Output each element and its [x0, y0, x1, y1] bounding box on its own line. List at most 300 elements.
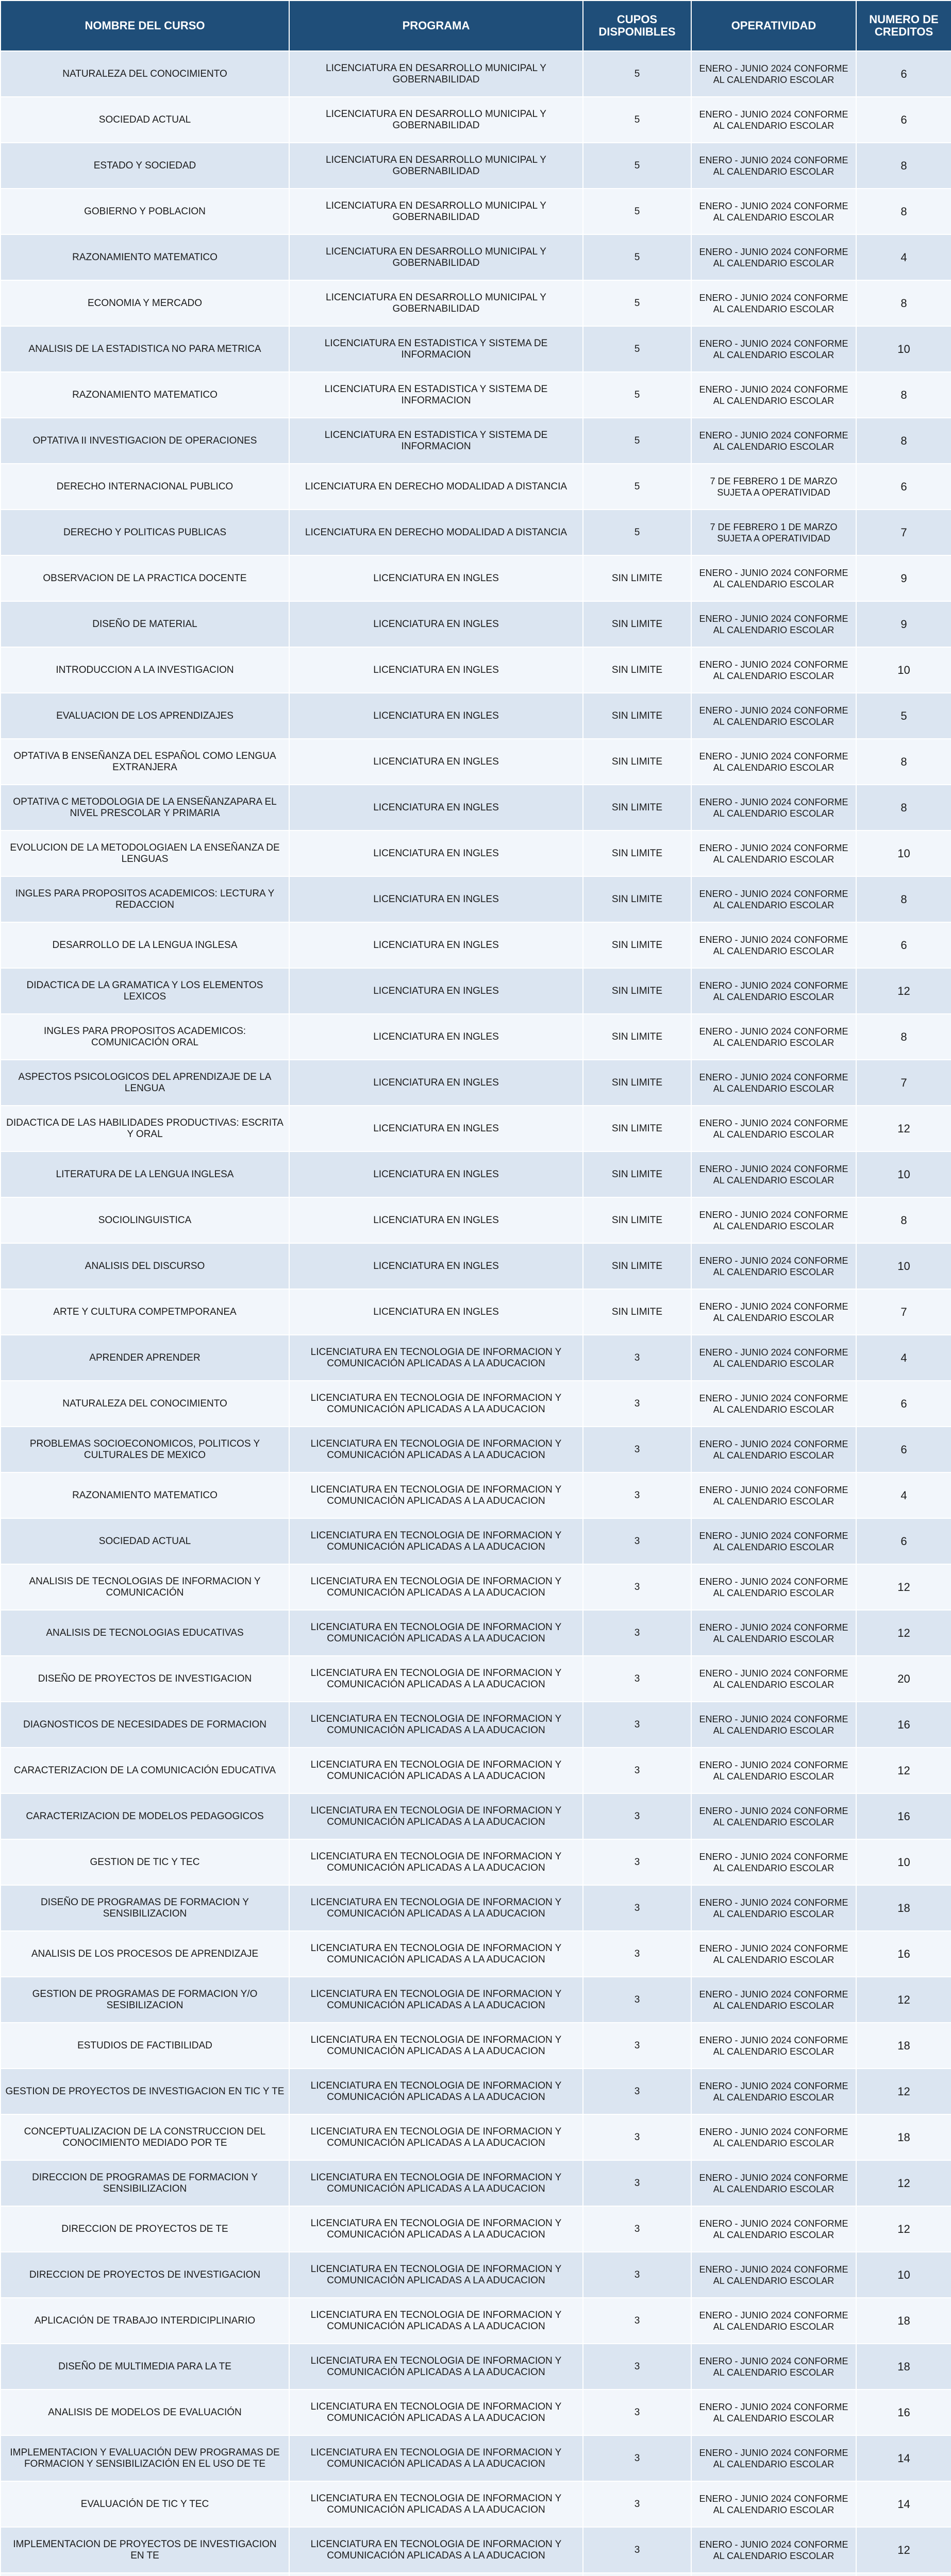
table-row [1, 234, 951, 280]
course-name-cell: OPTATIVA II INVESTIGACION DE OPERACIONES [1, 418, 289, 464]
table-row [1, 418, 951, 464]
table-row [1, 1839, 951, 1885]
operativity-cell: ENERO - JUNIO 2024 CONFORME AL CALENDARIO ESCOLAR [691, 2389, 856, 2435]
operativity-cell: ENERO - JUNIO 2024 CONFORME AL CALENDARIO ESCOLAR [691, 1151, 856, 1197]
program-cell: LICENCIATURA EN TECNOLOGIA DE INFORMACION Y COMUNICACIÓN APLICADAS A LA ADUCACION [289, 1931, 583, 1977]
seats-cell: SIN LIMITE [583, 876, 691, 922]
table-row [1, 693, 951, 739]
credits-cell: 12 [856, 1977, 951, 2023]
operativity-cell: ENERO - JUNIO 2024 CONFORME AL CALENDARIO ESCOLAR [691, 1197, 856, 1243]
course-name-cell: EVALUACION DE LOS APRENDIZAJES [1, 693, 289, 739]
program-cell: LICENCIATURA EN TECNOLOGIA DE INFORMACION Y COMUNICACIÓN APLICADAS A LA ADUCACION [289, 2344, 583, 2389]
seats-cell: 3 [583, 2298, 691, 2344]
course-name-cell: LITERATURA DE LA LENGUA INGLESA [1, 1151, 289, 1197]
credits-cell: 8 [856, 785, 951, 831]
seats-cell: 5 [583, 464, 691, 510]
table-row [1, 876, 951, 922]
operativity-cell: ENERO - JUNIO 2024 CONFORME AL CALENDARIO ESCOLAR [691, 831, 856, 876]
operativity-cell: ENERO - JUNIO 2024 CONFORME AL CALENDARIO ESCOLAR [691, 1427, 856, 1472]
header-operativity: OPERATIVIDAD [691, 1, 856, 51]
operativity-cell: ENERO - JUNIO 2024 CONFORME AL CALENDARIO ESCOLAR [691, 2023, 856, 2069]
operativity-cell: ENERO - JUNIO 2024 CONFORME AL CALENDARIO ESCOLAR [691, 2298, 856, 2344]
operativity-cell: ENERO - JUNIO 2024 CONFORME AL CALENDARIO ESCOLAR [691, 1289, 856, 1335]
seats-cell: SIN LIMITE [583, 1289, 691, 1335]
table-row [1, 189, 951, 234]
program-cell: LICENCIATURA EN ESTADISTICA Y SISTEMA DE INFORMACION [289, 372, 583, 418]
seats-cell: SIN LIMITE [583, 1151, 691, 1197]
credits-cell: 14 [856, 2481, 951, 2527]
operativity-cell [691, 2573, 856, 2576]
program-cell: LICENCIATURA EN INGLES [289, 1289, 583, 1335]
table-row [1, 1564, 951, 1610]
course-name-cell: NATURALEZA DEL CONOCIMIENTO [1, 51, 289, 97]
seats-cell: 5 [583, 97, 691, 143]
program-cell: LICENCIATURA EN TECNOLOGIA DE INFORMACION Y COMUNICACIÓN APLICADAS A LA ADUCACION [289, 2069, 583, 2114]
course-name-cell: DISEÑO DE PROYECTOS DE INVESTIGACION [1, 1656, 289, 1702]
operativity-cell: ENERO - JUNIO 2024 CONFORME AL CALENDARIO ESCOLAR [691, 326, 856, 372]
course-name-cell: DESARROLLO DE LA LENGUA INGLESA [1, 922, 289, 968]
table-row [1, 280, 951, 326]
credits-cell: 7 [856, 1060, 951, 1106]
seats-cell: 3 [583, 1702, 691, 1748]
seats-cell: SIN LIMITE [583, 1014, 691, 1060]
program-cell: LICENCIATURA EN TECNOLOGIA DE INFORMACION Y COMUNICACIÓN APLICADAS A LA ADUCACION [289, 1839, 583, 1885]
table-row [1, 510, 951, 555]
operativity-cell: ENERO - JUNIO 2024 CONFORME AL CALENDARIO ESCOLAR [691, 2114, 856, 2160]
seats-cell [583, 2573, 691, 2576]
credits-cell: 4 [856, 234, 951, 280]
program-cell: LICENCIATURA EN INGLES [289, 1060, 583, 1106]
table-row [1, 1289, 951, 1335]
program-cell: LICENCIATURA EN INGLES [289, 922, 583, 968]
course-name-cell: ANALISIS DE TECNOLOGIAS DE INFORMACION Y COMUNICACIÓN [1, 1564, 289, 1610]
seats-cell: 5 [583, 510, 691, 555]
course-name-cell: ECONOMIA Y MERCADO [1, 280, 289, 326]
credits-cell: 16 [856, 1793, 951, 1839]
seats-cell: 3 [583, 2389, 691, 2435]
course-name-cell: CONCEPTUALIZACION DE LA CONSTRUCCION DEL CONOCIMIENTO MEDIADO POR TE [1, 2114, 289, 2160]
seats-cell: SIN LIMITE [583, 1060, 691, 1106]
table-row [1, 2114, 951, 2160]
table-row [1, 2344, 951, 2389]
seats-cell: SIN LIMITE [583, 693, 691, 739]
seats-cell: 5 [583, 280, 691, 326]
table-row [1, 2573, 951, 2576]
credits-cell: 10 [856, 326, 951, 372]
header-row [1, 1, 951, 51]
table-body [1, 51, 951, 2576]
seats-cell: 3 [583, 1610, 691, 1656]
table-row [1, 2389, 951, 2435]
credits-cell: 16 [856, 1702, 951, 1748]
program-cell: LICENCIATURA EN INGLES [289, 876, 583, 922]
course-name-cell: ESTADO Y SOCIEDAD [1, 143, 289, 189]
table-row [1, 2435, 951, 2481]
table-row [1, 1335, 951, 1381]
course-name-cell: EVALUACIÓN DE TIC Y TEC [1, 2481, 289, 2527]
operativity-cell: ENERO - JUNIO 2024 CONFORME AL CALENDARIO ESCOLAR [691, 785, 856, 831]
operativity-cell: ENERO - JUNIO 2024 CONFORME AL CALENDARIO ESCOLAR [691, 1564, 856, 1610]
table-row [1, 1518, 951, 1564]
credits-cell: 16 [856, 1931, 951, 1977]
credits-cell: 8 [856, 418, 951, 464]
seats-cell: 5 [583, 143, 691, 189]
seats-cell: 3 [583, 2344, 691, 2389]
course-name-cell: ASPECTOS PSICOLOGICOS DEL APRENDIZAJE DE LA LENGUA [1, 1060, 289, 1106]
table-row [1, 2298, 951, 2344]
credits-cell: 8 [856, 739, 951, 785]
course-name-cell: RAZONAMIENTO MATEMATICO [1, 234, 289, 280]
program-cell: LICENCIATURA EN DESARROLLO MUNICIPAL Y GOBERNABILIDAD [289, 234, 583, 280]
course-name-cell: DERECHO Y POLITICAS PUBLICAS [1, 510, 289, 555]
table-row [1, 372, 951, 418]
table-row [1, 326, 951, 372]
program-cell: LICENCIATURA EN TECNOLOGIA DE INFORMACION Y COMUNICACIÓN APLICADAS A LA ADUCACION [289, 1748, 583, 1793]
course-name-cell: APRENDER APRENDER [1, 1335, 289, 1381]
program-cell: LICENCIATURA EN DERECHO MODALIDAD A DISTANCIA [289, 510, 583, 555]
operativity-cell: ENERO - JUNIO 2024 CONFORME AL CALENDARIO ESCOLAR [691, 555, 856, 601]
program-cell: LICENCIATURA EN ESTADISTICA Y SISTEMA DE INFORMACION [289, 418, 583, 464]
credits-cell: 16 [856, 2389, 951, 2435]
header-credits: NUMERO DE CREDITOS [856, 1, 951, 51]
operativity-cell: ENERO - JUNIO 2024 CONFORME AL CALENDARIO ESCOLAR [691, 372, 856, 418]
operativity-cell: ENERO - JUNIO 2024 CONFORME AL CALENDARIO ESCOLAR [691, 1335, 856, 1381]
course-name-cell: INGLES PARA PROPOSITOS ACADEMICOS: COMUNICACIÓN ORAL [1, 1014, 289, 1060]
table-row [1, 2160, 951, 2206]
program-cell: LICENCIATURA EN DESARROLLO MUNICIPAL Y GOBERNABILIDAD [289, 189, 583, 234]
course-name-cell: DIRECCION DE PROYECTOS DE TE [1, 2206, 289, 2252]
operativity-cell: ENERO - JUNIO 2024 CONFORME AL CALENDARIO ESCOLAR [691, 234, 856, 280]
program-cell: LICENCIATURA EN DESARROLLO MUNICIPAL Y GOBERNABILIDAD [289, 51, 583, 97]
credits-cell: 8 [856, 143, 951, 189]
program-cell: LICENCIATURA EN TECNOLOGIA DE INFORMACION Y COMUNICACIÓN APLICADAS A LA ADUCACION [289, 1977, 583, 2023]
table-row [1, 1427, 951, 1472]
operativity-cell: ENERO - JUNIO 2024 CONFORME AL CALENDARIO ESCOLAR [691, 968, 856, 1014]
credits-cell: 6 [856, 464, 951, 510]
table-row [1, 2206, 951, 2252]
program-cell: LICENCIATURA EN TECNOLOGIA DE INFORMACION Y COMUNICACIÓN APLICADAS A LA ADUCACION [289, 1885, 583, 1931]
operativity-cell: 7 DE FEBRERO 1 DE MARZO SUJETA A OPERATIVIDAD [691, 464, 856, 510]
program-cell: LICENCIATURA EN TECNOLOGIA DE INFORMACION Y COMUNICACIÓN APLICADAS A LA ADUCACION [289, 1472, 583, 1518]
seats-cell: 3 [583, 1748, 691, 1793]
program-cell: LICENCIATURA EN INGLES [289, 739, 583, 785]
course-name-cell: DERECHO INTERNACIONAL PUBLICO [1, 464, 289, 510]
program-cell: LICENCIATURA EN TECNOLOGIA DE INFORMACION Y COMUNICACIÓN APLICADAS A LA ADUCACION [289, 2527, 583, 2573]
operativity-cell: ENERO - JUNIO 2024 CONFORME AL CALENDARIO ESCOLAR [691, 97, 856, 143]
program-cell: LICENCIATURA EN INGLES [289, 1106, 583, 1151]
course-name-cell: ANALISIS DE LOS PROCESOS DE APRENDIZAJE [1, 1931, 289, 1977]
course-name-cell: GOBIERNO Y POBLACION [1, 189, 289, 234]
course-name-cell: SOCIOLINGUISTICA [1, 1197, 289, 1243]
course-name-cell: ESTUDIOS DE FACTIBILIDAD [1, 2023, 289, 2069]
table-row [1, 1977, 951, 2023]
program-cell: LICENCIATURA EN TECNOLOGIA DE INFORMACION Y COMUNICACIÓN APLICADAS A LA ADUCACION [289, 1335, 583, 1381]
credits-cell: 8 [856, 372, 951, 418]
table-row [1, 968, 951, 1014]
credits-cell: 14 [856, 2435, 951, 2481]
table-row [1, 601, 951, 647]
seats-cell: 5 [583, 234, 691, 280]
course-name-cell: DISEÑO DE MULTIMEDIA PARA LA TE [1, 2344, 289, 2389]
program-cell: LICENCIATURA EN INGLES [289, 555, 583, 601]
credits-cell: 10 [856, 647, 951, 693]
credits-cell: 7 [856, 1289, 951, 1335]
seats-cell: SIN LIMITE [583, 555, 691, 601]
operativity-cell: ENERO - JUNIO 2024 CONFORME AL CALENDARIO ESCOLAR [691, 2206, 856, 2252]
credits-cell: 10 [856, 1243, 951, 1289]
table-row [1, 831, 951, 876]
program-cell: LICENCIATURA EN TECNOLOGIA DE INFORMACION Y COMUNICACIÓN APLICADAS A LA ADUCACION [289, 2206, 583, 2252]
credits-cell: 9 [856, 601, 951, 647]
table-row [1, 785, 951, 831]
credits-cell: 6 [856, 1381, 951, 1427]
table-row [1, 143, 951, 189]
course-name-cell: PROBLEMAS SOCIOECONOMICOS, POLITICOS Y CULTURALES DE MEXICO [1, 1427, 289, 1472]
table-row [1, 2481, 951, 2527]
course-name-cell: ANALISIS DE LA ESTADISTICA NO PARA METRICA [1, 326, 289, 372]
credits-cell: 18 [856, 2344, 951, 2389]
credits-cell: 6 [856, 1518, 951, 1564]
seats-cell: 3 [583, 1518, 691, 1564]
operativity-cell: ENERO - JUNIO 2024 CONFORME AL CALENDARIO ESCOLAR [691, 1977, 856, 2023]
operativity-cell: ENERO - JUNIO 2024 CONFORME AL CALENDARIO ESCOLAR [691, 1014, 856, 1060]
operativity-cell: ENERO - JUNIO 2024 CONFORME AL CALENDARIO ESCOLAR [691, 2344, 856, 2389]
table-row [1, 2023, 951, 2069]
credits-cell: 18 [856, 2298, 951, 2344]
credits-cell: 18 [856, 1885, 951, 1931]
course-name-cell: RAZONAMIENTO MATEMATICO [1, 372, 289, 418]
operativity-cell: ENERO - JUNIO 2024 CONFORME AL CALENDARIO ESCOLAR [691, 601, 856, 647]
table-row [1, 1014, 951, 1060]
course-name-cell: OPTATIVA C METODOLOGIA DE LA ENSEÑANZAPARA EL NIVEL PRESCOLAR Y PRIMARIA [1, 785, 289, 831]
operativity-cell: ENERO - JUNIO 2024 CONFORME AL CALENDARIO ESCOLAR [691, 280, 856, 326]
seats-cell: 5 [583, 326, 691, 372]
table-row [1, 647, 951, 693]
credits-cell: 12 [856, 1610, 951, 1656]
program-cell: LICENCIATURA EN TECNOLOGIA DE INFORMACION Y COMUNICACIÓN APLICADAS A LA ADUCACION [289, 2435, 583, 2481]
operativity-cell: ENERO - JUNIO 2024 CONFORME AL CALENDARIO ESCOLAR [691, 1931, 856, 1977]
program-cell: LICENCIATURA EN TECNOLOGIA DE INFORMACION Y COMUNICACIÓN APLICADAS A LA ADUCACION [289, 2481, 583, 2527]
course-name-cell: DIDACTICA DE LAS HABILIDADES PRODUCTIVAS: ESCRITA Y ORAL [1, 1106, 289, 1151]
program-cell: LICENCIATURA EN DESARROLLO MUNICIPAL Y GOBERNABILIDAD [289, 97, 583, 143]
credits-cell: 10 [856, 1839, 951, 1885]
credits-cell: 8 [856, 1197, 951, 1243]
seats-cell: 3 [583, 1931, 691, 1977]
seats-cell: SIN LIMITE [583, 968, 691, 1014]
course-name-cell: NATURALEZA DEL CONOCIMIENTO [1, 1381, 289, 1427]
table-row [1, 1243, 951, 1289]
credits-cell: 7 [856, 510, 951, 555]
table-row [1, 464, 951, 510]
credits-cell: 12 [856, 2527, 951, 2573]
operativity-cell: ENERO - JUNIO 2024 CONFORME AL CALENDARIO ESCOLAR [691, 1518, 856, 1564]
operativity-cell: ENERO - JUNIO 2024 CONFORME AL CALENDARIO ESCOLAR [691, 876, 856, 922]
operativity-cell: ENERO - JUNIO 2024 CONFORME AL CALENDARIO ESCOLAR [691, 2481, 856, 2527]
seats-cell: 3 [583, 2481, 691, 2527]
seats-cell: SIN LIMITE [583, 1106, 691, 1151]
credits-cell: 6 [856, 51, 951, 97]
credits-cell: 10 [856, 831, 951, 876]
seats-cell: 3 [583, 2435, 691, 2481]
table-row [1, 1931, 951, 1977]
seats-cell: 3 [583, 1335, 691, 1381]
table-row [1, 739, 951, 785]
program-cell: LICENCIATURA EN INGLES [289, 1243, 583, 1289]
seats-cell: 5 [583, 189, 691, 234]
seats-cell: 3 [583, 1564, 691, 1610]
course-name-cell: ANALISIS DE TECNOLOGIAS EDUCATIVAS [1, 1610, 289, 1656]
credits-cell: 8 [856, 189, 951, 234]
program-cell: LICENCIATURA EN TECNOLOGIA DE INFORMACION Y COMUNICACIÓN APLICADAS A LA ADUCACION [289, 1610, 583, 1656]
credits-cell: 12 [856, 1564, 951, 1610]
credits-cell: 18 [856, 2114, 951, 2160]
program-cell: LICENCIATURA EN TECNOLOGIA DE INFORMACION Y COMUNICACIÓN APLICADAS A LA ADUCACION [289, 2114, 583, 2160]
course-name-cell: DIAGNOSTICOS DE NECESIDADES DE FORMACION [1, 1702, 289, 1748]
credits-cell: 12 [856, 1748, 951, 1793]
credits-cell: 9 [856, 555, 951, 601]
course-name-cell: APLICACIÓN DE TRABAJO INTERDICIPLINARIO [1, 2298, 289, 2344]
operativity-cell: ENERO - JUNIO 2024 CONFORME AL CALENDARIO ESCOLAR [691, 418, 856, 464]
credits-cell: 18 [856, 2023, 951, 2069]
program-cell: LICENCIATURA EN INGLES [289, 968, 583, 1014]
seats-cell: 5 [583, 51, 691, 97]
operativity-cell: ENERO - JUNIO 2024 CONFORME AL CALENDARIO ESCOLAR [691, 693, 856, 739]
seats-cell: SIN LIMITE [583, 601, 691, 647]
course-name-cell: CARACTERIZACION DE LA COMUNICACIÓN EDUCATIVA [1, 1748, 289, 1793]
table-row [1, 1151, 951, 1197]
program-cell: LICENCIATURA EN TECNOLOGIA DE INFORMACION Y COMUNICACIÓN APLICADAS A LA ADUCACION [289, 2252, 583, 2298]
operativity-cell: ENERO - JUNIO 2024 CONFORME AL CALENDARIO ESCOLAR [691, 647, 856, 693]
seats-cell: 3 [583, 2069, 691, 2114]
seats-cell: 3 [583, 1977, 691, 2023]
program-cell: LICENCIATURA EN TECNOLOGIA DE INFORMACION Y COMUNICACIÓN APLICADAS A LA ADUCACION [289, 1564, 583, 1610]
operativity-cell: ENERO - JUNIO 2024 CONFORME AL CALENDARIO ESCOLAR [691, 922, 856, 968]
course-name-cell: GESTION DE PROYECTOS DE INVESTIGACION EN TIC Y TE [1, 2069, 289, 2114]
credits-cell: 6 [856, 922, 951, 968]
operativity-cell: ENERO - JUNIO 2024 CONFORME AL CALENDARIO ESCOLAR [691, 1243, 856, 1289]
program-cell: LICENCIATURA EN TECNOLOGIA DE INFORMACION Y COMUNICACIÓN APLICADAS A LA ADUCACION [289, 1656, 583, 1702]
course-name-cell: DISEÑO DE MATERIAL [1, 601, 289, 647]
operativity-cell: ENERO - JUNIO 2024 CONFORME AL CALENDARIO ESCOLAR [691, 2069, 856, 2114]
program-cell: LICENCIATURA EN INGLES [289, 601, 583, 647]
course-name-cell: SOCIEDAD ACTUAL [1, 1518, 289, 1564]
credits-cell: 12 [856, 2206, 951, 2252]
header-program: PROGRAMA [289, 1, 583, 51]
seats-cell: 3 [583, 1885, 691, 1931]
seats-cell: 3 [583, 1793, 691, 1839]
seats-cell: SIN LIMITE [583, 1243, 691, 1289]
course-name-cell: GESTION DE PROGRAMAS DE FORMACION Y/O SESIBILIZACION [1, 1977, 289, 2023]
course-name-cell: DIDACTICA DE LA GRAMATICA Y LOS ELEMENTOS LEXICOS [1, 968, 289, 1014]
credits-cell: 10 [856, 2252, 951, 2298]
operativity-cell: ENERO - JUNIO 2024 CONFORME AL CALENDARIO ESCOLAR [691, 1702, 856, 1748]
program-cell: LICENCIATURA EN TECNOLOGIA DE INFORMACION Y COMUNICACIÓN APLICADAS A LA ADUCACION [289, 2389, 583, 2435]
course-name-cell: RAZONAMIENTO MATEMATICO [1, 1472, 289, 1518]
header-course-name: NOMBRE DEL CURSO [1, 1, 289, 51]
operativity-cell: ENERO - JUNIO 2024 CONFORME AL CALENDARIO ESCOLAR [691, 1839, 856, 1885]
seats-cell: SIN LIMITE [583, 831, 691, 876]
operativity-cell: ENERO - JUNIO 2024 CONFORME AL CALENDARIO ESCOLAR [691, 189, 856, 234]
seats-cell: 3 [583, 2206, 691, 2252]
seats-cell: 3 [583, 2252, 691, 2298]
program-cell: LICENCIATURA EN INGLES [289, 1014, 583, 1060]
course-name-cell: INGLES PARA PROPOSITOS ACADEMICOS: LECTURA Y REDACCION [1, 876, 289, 922]
credits-cell: 12 [856, 1106, 951, 1151]
credits-cell [856, 2573, 951, 2576]
operativity-cell: ENERO - JUNIO 2024 CONFORME AL CALENDARIO ESCOLAR [691, 1748, 856, 1793]
operativity-cell: ENERO - JUNIO 2024 CONFORME AL CALENDARIO ESCOLAR [691, 1610, 856, 1656]
operativity-cell: ENERO - JUNIO 2024 CONFORME AL CALENDARIO ESCOLAR [691, 2160, 856, 2206]
credits-cell: 5 [856, 693, 951, 739]
program-cell: LICENCIATURA EN TECNOLOGIA DE INFORMACION Y COMUNICACIÓN APLICADAS A LA ADUCACION [289, 2160, 583, 2206]
seats-cell: 3 [583, 2114, 691, 2160]
program-cell: LICENCIATURA EN INGLES [289, 693, 583, 739]
credits-cell: 6 [856, 97, 951, 143]
operativity-cell: ENERO - JUNIO 2024 CONFORME AL CALENDARIO ESCOLAR [691, 143, 856, 189]
seats-cell: SIN LIMITE [583, 739, 691, 785]
operativity-cell: ENERO - JUNIO 2024 CONFORME AL CALENDARIO ESCOLAR [691, 1381, 856, 1427]
course-name-cell: IMPLEMENTACION DE PROYECTOS DE INVESTIGACION EN TE [1, 2527, 289, 2573]
program-cell: LICENCIATURA EN TECNOLOGIA DE INFORMACION Y COMUNICACIÓN APLICADAS A LA ADUCACION [289, 2023, 583, 2069]
program-cell: LICENCIATURA EN TECNOLOGIA DE INFORMACION Y COMUNICACIÓN APLICADAS A LA ADUCACION [289, 1427, 583, 1472]
credits-cell: 6 [856, 1427, 951, 1472]
course-name-cell: IMPLEMENTACION Y EVALUACIÓN DEW PROGRAMAS DE FORMACION Y SENSIBILIZACIÓN EN EL USO DE TE [1, 2435, 289, 2481]
table-row [1, 1656, 951, 1702]
table-row [1, 2527, 951, 2573]
seats-cell: SIN LIMITE [583, 1197, 691, 1243]
program-cell: LICENCIATURA EN DESARROLLO MUNICIPAL Y GOBERNABILIDAD [289, 280, 583, 326]
seats-cell: SIN LIMITE [583, 922, 691, 968]
operativity-cell: ENERO - JUNIO 2024 CONFORME AL CALENDARIO ESCOLAR [691, 1060, 856, 1106]
program-cell: LICENCIATURA EN DESARROLLO MUNICIPAL Y GOBERNABILIDAD [289, 143, 583, 189]
seats-cell: 3 [583, 2160, 691, 2206]
course-name-cell: INTRODUCCION A LA INVESTIGACION [1, 647, 289, 693]
seats-cell: 3 [583, 1427, 691, 1472]
seats-cell: 3 [583, 1839, 691, 1885]
table-row [1, 1106, 951, 1151]
program-cell: LICENCIATURA EN ESTADISTICA Y SISTEMA DE INFORMACION [289, 326, 583, 372]
table-row [1, 2069, 951, 2114]
operativity-cell: ENERO - JUNIO 2024 CONFORME AL CALENDARIO ESCOLAR [691, 1793, 856, 1839]
program-cell: LICENCIATURA EN TECNOLOGIA DE INFORMACION Y COMUNICACIÓN APLICADAS A LA ADUCACION [289, 1518, 583, 1564]
course-name-cell: SOCIEDAD ACTUAL [1, 97, 289, 143]
seats-cell: 5 [583, 372, 691, 418]
credits-cell: 8 [856, 1014, 951, 1060]
table-row [1, 555, 951, 601]
course-name-cell: ANALISIS DEL DISCURSO [1, 1243, 289, 1289]
course-name-cell: ARTE Y CULTURA COMPETMPORANEA [1, 1289, 289, 1335]
seats-cell: SIN LIMITE [583, 647, 691, 693]
program-cell: LICENCIATURA EN TECNOLOGIA DE INFORMACION Y COMUNICACIÓN APLICADAS A LA ADUCACION [289, 1381, 583, 1427]
table-row [1, 1793, 951, 1839]
table-row [1, 1060, 951, 1106]
operativity-cell: ENERO - JUNIO 2024 CONFORME AL CALENDARIO ESCOLAR [691, 51, 856, 97]
program-cell: LICENCIATURA EN INGLES [289, 1197, 583, 1243]
credits-cell: 4 [856, 1335, 951, 1381]
program-cell: LICENCIATURA EN INGLES [289, 1151, 583, 1197]
operativity-cell: ENERO - JUNIO 2024 CONFORME AL CALENDARIO ESCOLAR [691, 739, 856, 785]
operativity-cell: ENERO - JUNIO 2024 CONFORME AL CALENDARIO ESCOLAR [691, 1106, 856, 1151]
program-cell: LICENCIATURA EN INGLES [289, 785, 583, 831]
program-cell: LICENCIATURA EN TECNOLOGIA DE INFORMACION Y COMUNICACIÓN APLICADAS A LA ADUCACION [289, 1702, 583, 1748]
seats-cell: 3 [583, 2023, 691, 2069]
credits-cell: 20 [856, 1656, 951, 1702]
table-row [1, 922, 951, 968]
seats-cell: 5 [583, 418, 691, 464]
operativity-cell: ENERO - JUNIO 2024 CONFORME AL CALENDARIO ESCOLAR [691, 2252, 856, 2298]
table-row [1, 2252, 951, 2298]
table-row [1, 97, 951, 143]
